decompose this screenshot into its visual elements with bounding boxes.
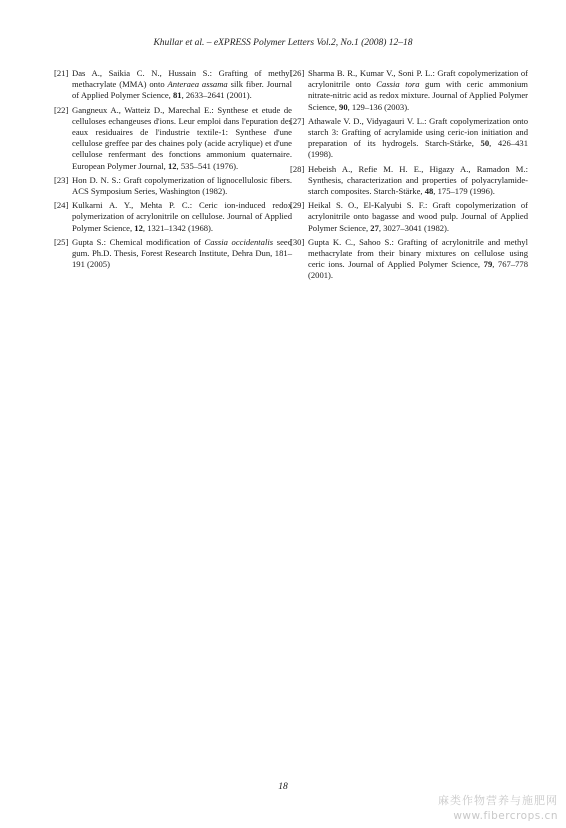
reference-text: Sharma B. R., Kumar V., Soni P. L.: Graft copolymerization of acrylonitrile onto Cassia tora gum with ceric ammonium nitrate-nitric acid as redox mixture. Journal of Applied Polymer Science, 90, 129–136 (2003).: [308, 68, 528, 112]
reference-number: [22]: [54, 104, 69, 115]
running-header: Khullar et al. – eXPRESS Polymer Letters Vol.2, No.1 (2008) 12–18: [153, 38, 413, 48]
reference-text: Athawale V. D., Vidyagauri V. L.: Graft copolymerization onto starch 3: Grafting of acrylamide using ceric-ion initiation and preparation of its hydrogels. Starch-Stärke, 50, 426–431 (1998).: [308, 115, 528, 160]
watermark: [438, 792, 558, 822]
reference-text: Gangneux A., Watteiz D., Marechal E.: Synthese et etude de celluloses echangeuses d'ions. Leur emploi dans l'epuration des eaux residuaires de l'industrie textile-1: Synthese d'une cellulose greffee par des chaines poly (acide acrylique) et d'une cellulose renfermant des fonctions ammonium quaternaire. European Polymer Journal, 12, 535–541 (1976).: [72, 104, 292, 171]
reference-item: [292, 164, 528, 198]
references-right-column: [292, 68, 528, 285]
reference-item: [56, 105, 292, 172]
reference-text: Das A., Saikia C. N., Hussain S.: Grafting of methyl methacrylate (MMA) onto Anteraea assama silk fiber. Journal of Applied Polymer Science, 81, 2633–2641 (2001).: [72, 68, 293, 101]
reference-item: [292, 116, 528, 161]
reference-number: [24]: [54, 200, 69, 211]
watermark-chinese: 麻类作物营养与施肥网: [438, 794, 558, 807]
reference-number: [27]: [290, 115, 305, 126]
reference-text: Kulkarni A. Y., Mehta P. C.: Ceric ion-induced redox polymerization of acrylonitrile on cellulose. Journal of Applied Polymer Science, 12, 1321–1342 (1968).: [72, 200, 292, 233]
reference-number: [25]: [54, 236, 69, 247]
reference-item: [292, 237, 528, 282]
reference-number: [30]: [290, 236, 305, 247]
reference-text: Hebeish A., Refie M. H. E., Higazy A., Ramadon M.: Synthesis, characterization and properties of polyacrylamide-starch composites. Starch-Stärke, 48, 175–179 (1996).: [308, 163, 528, 197]
reference-text: Hon D. N. S.: Graft copolymerization of lignocellulosic fibers. ACS Symposium Series, Washington (1982).: [72, 174, 292, 197]
reference-number: [21]: [54, 68, 69, 78]
reference-item: [56, 68, 292, 102]
reference-item: [56, 200, 292, 234]
reference-number: [23]: [54, 174, 69, 185]
reference-item: [292, 200, 528, 234]
page-number: 18: [278, 782, 288, 792]
references-left-column: [56, 68, 292, 273]
reference-text: Gupta S.: Chemical modification of Cassia occidentalis seed gum. Ph.D. Thesis, Forest Research Institute, Dehra Dun, 181–191 (2005): [72, 236, 293, 270]
reference-number: [26]: [290, 68, 305, 78]
watermark-url: www.fibercrops.cn: [453, 810, 558, 822]
reference-text: Heikal S. O., El-Kalyubi S. F.: Graft copolymerization of acrylonitrile onto bagasse and wood pulp. Journal of Applied Polymer Science, 27, 3027–3041 (1982).: [308, 200, 528, 233]
reference-number: [29]: [290, 200, 305, 211]
reference-item: [292, 68, 528, 113]
reference-number: [28]: [290, 163, 305, 174]
reference-item: [56, 237, 292, 271]
reference-item: [56, 175, 292, 197]
reference-text: Gupta K. C., Sahoo S.: Grafting of acrylonitrile and methyl methacrylate from their binary mixtures on cellulose using ceric ions. Journal of Applied Polymer Science, 79, 767–778 (2001).: [308, 236, 529, 281]
